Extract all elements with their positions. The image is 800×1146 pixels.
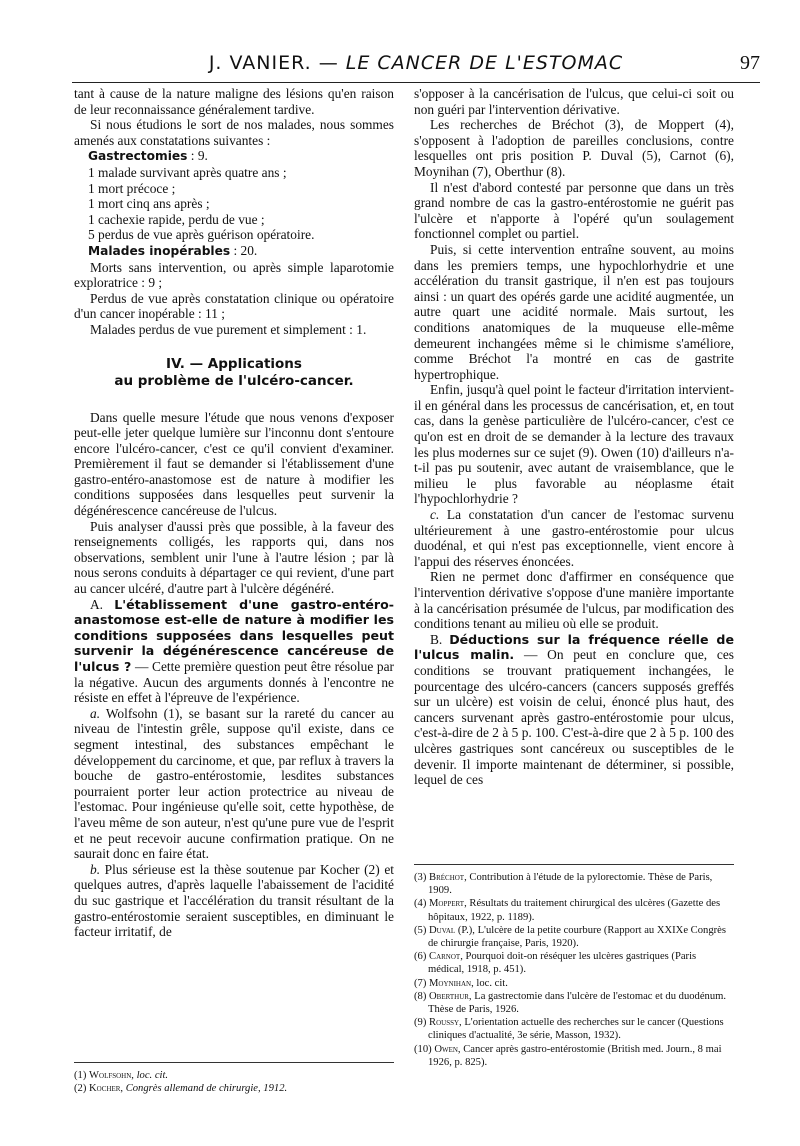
gastrectomy-value: : 9. — [187, 148, 208, 164]
list-item: 1 mort précoce ; — [88, 180, 176, 196]
list-item: 5 perdus de vue après guérison opératoire. — [88, 227, 315, 243]
footnote-author: Owen, — [434, 1043, 461, 1055]
footnote-number: (8) — [414, 990, 427, 1002]
footnote-number: (6) — [414, 951, 427, 963]
footnote-text: L'orientation actuelle des recherches sur le cancer (Questions cliniques d'actualité, 3e série, Masson, 1932). — [428, 1017, 724, 1042]
paragraph-prefix: a. — [90, 705, 101, 721]
paragraph: Dans quelle mesure l'étude que nous venons d'exposer peut-elle jeter quelque lumière sur l'inconnu dont s'entoure encore l'ulcéro-cancer, c'est ce qu'il convient d'examiner. Premièrement il faut se demander si l'établissement d'une gastro-entéro-anastomose est de nature à modifier les conditions supposées dans lesquelles peut survenir la dégénérescence cancéreuse de l'ulcus. — [74, 409, 394, 519]
footnote — [414, 897, 734, 923]
footnote-author: Kocher, — [89, 1083, 124, 1094]
footnote-number: (5) — [414, 924, 427, 936]
question-heading: L'établissement d'une gastro-entéro-anastomose est-elle de nature à modifier les conditions supposées dans lesquelles peut survenir la dégénérescence cancéreuse de l'ulcus ? — [74, 596, 394, 674]
paragraph: Morts sans intervention, ou après simple laparotomie exploratrice : 9 ; — [74, 259, 394, 291]
paragraph-prefix: b. — [90, 861, 101, 877]
footnote-number: (7) — [414, 977, 427, 989]
list-item: 1 cachexie rapide, perdu de vue ; — [88, 211, 265, 227]
footnotes-right — [414, 864, 734, 1069]
footnote-number: (3) — [414, 872, 427, 883]
footnote — [414, 871, 734, 897]
paragraph-b-deduction — [414, 632, 734, 788]
footnote-text: (P.), L'ulcère de la petite courbure (Rapport au XXIXe Congrès de chirurgie française, Paris, 1920). — [428, 924, 726, 950]
header-separator: — — [318, 52, 339, 74]
paragraph: tant à cause de la nature maligne des lésions qu'en raison de leur reconnaissance généralement tardive. — [74, 86, 394, 117]
gastrectomy-label: Gastrectomies — [88, 149, 188, 164]
paragraph-b — [74, 862, 394, 940]
footnote-number: (4) — [414, 898, 427, 910]
header-author: J. VANIER. — [208, 52, 312, 74]
gastrectomy-block — [74, 148, 394, 259]
inoperable-heading — [88, 243, 394, 260]
section-heading — [74, 356, 394, 390]
paragraph: Puis analyser d'aussi près que possible, à la faveur des renseignements colligés, les rapports qui, dans nos observations, semblent unir l'une à l'autre lésion ; par là nous serons conduits à départager ce qui revient, d'une part au cancer ulcéré, d'autre part à l'ulcère dégénéré. — [74, 518, 394, 597]
inoperable-label: Malades inopérables — [88, 243, 231, 258]
paragraph: Enfin, jusqu'à quel point le facteur d'irritation intervient-il en général dans les processus de cancérisation, et, en tout cas, dans la genèse particulière de l'ulcéro-cancer, c'est ce qu'on est en droit de se demander à la lecture des travaux les plus modernes sur ce sujet (9). Owen (10) d'ailleurs n'a-t-il pas pu soutenir, avec autant de vraisemblance, que le milieu le plus favorable au néoplasme était l'hypochlorhydrie ? — [414, 382, 734, 507]
paragraph: Perdus de vue après constatation clinique ou opératoire d'un cancer inopérable : 11 ; — [74, 290, 394, 322]
paragraph-prefix: B. — [430, 631, 450, 647]
paragraph-a — [74, 706, 394, 862]
paragraph-text: — On peut en conclure que, ces conditions se trouvant pratiquement inchangées, le pourcentage des ulcéro-cancers (cancers supposés greffés sur un ulcère) est voisin de celui, énoncé plus haut, des cancers survenant après gastro-entérostomie pour ulcus, c'est-à-dire de 2 à 5 p. 100. C'est-à-dire que 2 à 5 p. 100 des ulcères gastriques sont cancéreux ou susceptibles de le devenir. Il importe maintenant de déterminer, si possible, lequel de ces — [414, 647, 734, 788]
footnote-number: (9) — [414, 1017, 427, 1029]
paragraph: s'opposer à la cancérisation de l'ulcus, que celui-ci soit ou non guéri par l'intervention dérivative. — [414, 86, 734, 117]
left-column — [74, 86, 394, 940]
footnote-number: (10) — [414, 1043, 432, 1055]
paragraph-text: La constatation d'un cancer de l'estomac survenu ultérieurement à une gastro-entérostomie pour ulcus duodénal, et qui n'est pas exceptionnelle, vient encore à l'appui des réserves énoncées. — [414, 507, 734, 569]
page-number: 97 — [740, 52, 760, 74]
footnote — [414, 924, 734, 950]
footnote-author: Duval — [429, 924, 456, 936]
footnote-author: Roussy, — [429, 1017, 462, 1029]
header-title: LE CANCER DE L'ESTOMAC — [345, 52, 624, 74]
footnote — [414, 977, 734, 990]
footnote-author: Carnot, — [429, 951, 463, 963]
footnote-author: Oberthur, — [429, 990, 472, 1002]
paragraph-prefix: c. — [430, 507, 440, 523]
footnote-author: Bréchot, — [429, 872, 467, 883]
paragraph-text: Wolfsohn (1), se basant sur la rareté du cancer au niveau de l'intestin grêle, suppose qu'il existe, dans ce segment intestinal, des substances empêchant le développement du carcinome, et que, par reflux à travers la bouche de gastro-entérostomie, lesdites substances pourraient porter leur action protectrice au niveau de l'estomac. Pour ingénieuse qu'elle soit, cette hypothèse, de l'aveu même de son auteur, n'est qu'une pure vue de l'esprit et ne peut recevoir aucune confirmation pratique. On ne saurait donc en faire état. — [74, 705, 394, 862]
paragraph: Si nous étudions le sort de nos malades, nous sommes amenés aux constatations suivantes : — [74, 117, 394, 148]
footnote — [414, 950, 734, 976]
running-title — [72, 52, 760, 74]
footnote — [414, 1043, 734, 1069]
paragraph: Puis, si cette intervention entraîne souvent, au moins dans les premiers temps, une hypochlorhydrie et une accélération du transit gastrique, il n'en est pas toujours ainsi : un quart des opérés garde une acidité augmentée, un autre quart une acidité normale. Mais surtout, les conditions anatomiques de la muqueuse elle-même demeurent inchangées même si le chimisme s'améliore, comme Bréchot l'a montré en cas de gastrite hypertrophique. — [414, 241, 734, 382]
footnote-text: Résultats du traitement chirurgical des ulcères (Gazette des hôpitaux, 1922, p. 1189). — [428, 898, 721, 923]
footnote-text: Cancer après gastro-entérostomie (British med. Journ., 8 mai 1926, p. 825). — [428, 1043, 722, 1068]
paragraph: Rien ne permet donc d'affirmer en conséquence que l'intervention dérivative s'oppose d'une manière importante à la cancérisation présumée de l'ulcus, par modification des conditions tenant au milieu où elle se produit. — [414, 569, 734, 632]
footnote-number: (1) — [74, 1070, 87, 1081]
footnote-author: Wolfsohn, — [89, 1070, 134, 1081]
footnote — [74, 1069, 394, 1082]
paragraph-text: Plus sérieuse est la thèse soutenue par Kocher (2) et quelques autres, d'après laquelle l'abaissement de l'acidité du suc gastrique et l'accélération du transit résultant de la gastro-entérostomie seraient susceptibles, en diminuant le facteur irritatif, de — [74, 861, 394, 940]
footnote-author: Moynihan, — [429, 977, 474, 989]
paragraph: Les recherches de Bréchot (3), de Moppert (4), s'opposent à l'adoption de pareilles conclusions, contre lesquelles ont pris position P. Duval (5), Carnot (6), Moynihan (7), Oberthur (8). — [414, 117, 734, 179]
footnote — [414, 1016, 734, 1042]
paragraph-c — [414, 507, 734, 569]
list-item: 1 mort cinq ans après ; — [88, 196, 210, 212]
list-item: 1 malade survivant après quatre ans ; — [88, 164, 287, 180]
footnote-number: (2) — [74, 1083, 87, 1094]
inoperable-value: : 20. — [230, 242, 258, 258]
paragraph-prefix: A. — [90, 596, 115, 612]
footnote-text: loc. cit. — [133, 1070, 169, 1081]
footnote-text: Pourquoi doit-on réséquer les ulcères gastriques (Paris médical, 1918, p. 451). — [428, 951, 697, 976]
paragraph: Il n'est d'abord contesté par personne que dans un très grand nombre de cas la gastro-entérostomie ne guérit pas l'ulcère et n'apporte à l'opéré qu'un soulagement fonctionnel complet ou partiel. — [414, 179, 734, 242]
paragraph: Malades perdus de vue purement et simplement : 1. — [90, 321, 367, 337]
right-column — [414, 86, 734, 788]
footnote — [414, 990, 734, 1016]
footnote-text: Contribution à l'étude de la pylorectomie. Thèse de Paris, 1909. — [428, 872, 713, 897]
footnote-text: Congrès allemand de chirurgie, 1912. — [123, 1083, 288, 1094]
section-heading-line: IV. — Applications — [166, 355, 302, 372]
paragraph-text: — Cette première question peut être résolue par la négative. Aucun des arguments donnés à l'encontre ne résiste en effet à l'épreuve de l'expérience. — [74, 659, 394, 706]
footnote-text: loc. cit. — [473, 977, 508, 989]
footnote-text: La gastrectomie dans l'ulcère de l'estomac et du duodénum. Thèse de Paris, 1926. — [428, 990, 727, 1016]
page-header — [72, 52, 760, 83]
section-heading-line: au problème de l'ulcéro-cancer. — [114, 372, 354, 389]
footnote-author: Moppert, — [429, 898, 467, 910]
footnote — [74, 1082, 394, 1095]
footnotes-left — [74, 1062, 394, 1095]
deduction-heading: Déductions sur la fréquence réelle de l'ulcus malin. — [414, 631, 734, 663]
paragraph-a-question — [74, 597, 394, 706]
gastrectomy-heading — [88, 148, 394, 165]
